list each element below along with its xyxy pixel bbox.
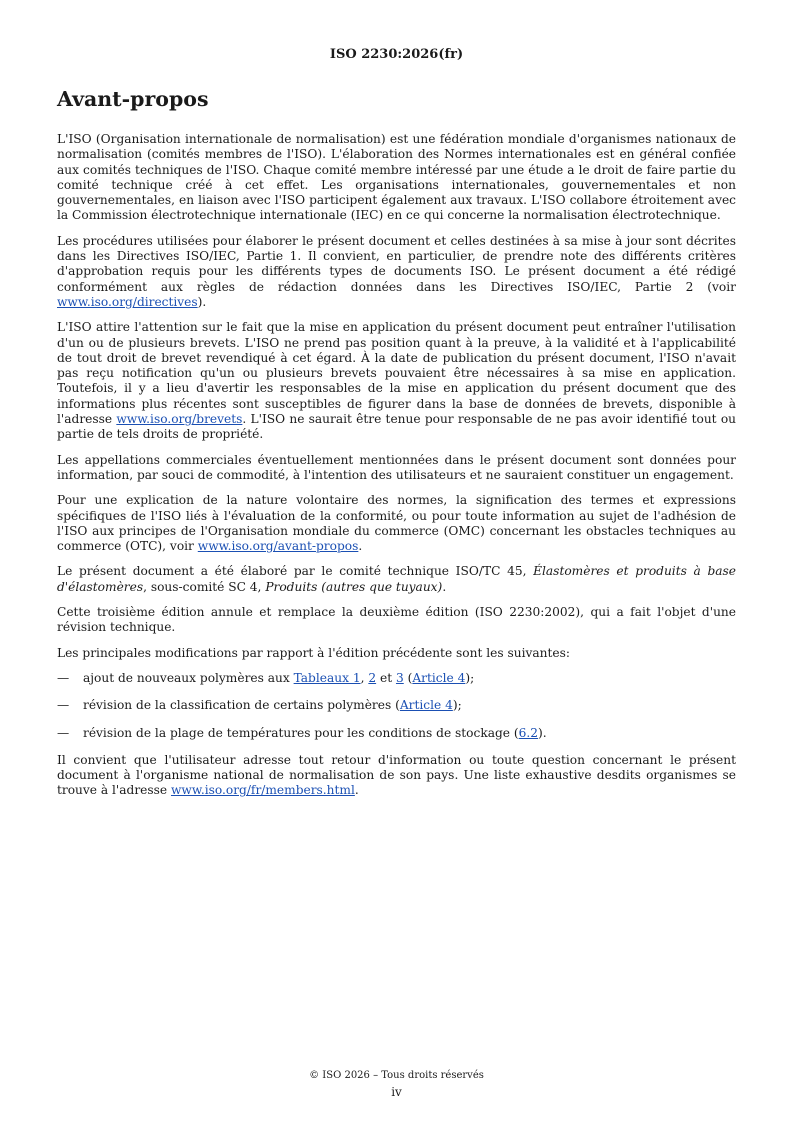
list-text: ajout de nouveaux polymères aux — [83, 670, 294, 685]
list-text: ); — [465, 670, 475, 685]
paragraph-text: , sous-comité SC 4, — [143, 579, 266, 594]
paragraph-text: Pour une explication de la nature volontaire des normes, la signification des termes et expressions spécifiques de l'ISO liés à l'évaluation de la conformité, ou pour toute information au sujet de l'adhésion de l'ISO aux principes de l'Organisation mondiale du commerce (OMC) concernant les obstacles techniques au commerce (OTC), voir — [57, 493, 736, 554]
paragraph-text: Les procédures utilisées pour élaborer le présent document et celles destinées à sa mise à jour sont décrites dans les Directives ISO/IEC, Partie 1. Il convient, en particulier, de prendre note des différents critères d'approbation requis pour les différents types de documents ISO. Le présent document a été rédigé conformément aux règles de rédaction données dans les Directives ISO/IEC, Partie 2 (voir — [57, 233, 736, 294]
paragraph-patents — [57, 320, 736, 442]
link-article-4[interactable]: Article 4 — [399, 698, 453, 713]
document-id-header: ISO 2230:2026(fr) — [329, 47, 464, 62]
list-item-text — [83, 726, 547, 741]
paragraph-voluntary-nature — [57, 493, 736, 554]
list-dash: — — [57, 670, 70, 685]
paragraph-text: . — [442, 579, 447, 594]
subcommittee-title: Produits (autres que tuyaux) — [265, 579, 443, 594]
list-text: ); — [452, 698, 462, 713]
link-directives[interactable]: www.iso.org/directives — [57, 294, 198, 309]
paragraph-text: . — [358, 539, 363, 554]
list-text: et — [376, 670, 396, 685]
paragraph-trade-names: Les appellations commerciales éventuellement mentionnées dans le présent document sont données pour information, par souci de commodité, à l'intention des utilisateurs et ne sauraient constituer un engagement. — [57, 452, 736, 482]
paragraph-text: . — [354, 783, 359, 798]
paragraph-iso-intro: L'ISO (Organisation internationale de normalisation) est une fédération mondiale d'organismes nationaux de normalisation (comités membres de l'ISO). L'élaboration des Normes internationales est en général confiée aux comités techniques de l'ISO. Chaque comité membre intéressé par une étude a le droit de faire partie du comité technique créé à cet effet. Les organisations internationales, gouvernementales et non gouvernementales, en liaison avec l'ISO participent également aux travaux. L'ISO collabore étroitement avec la Commission électrotechnique internationale (IEC) en ce qui concerne la normalisation électrotechnique. — [57, 132, 736, 223]
link-avant-propos[interactable]: www.iso.org/avant-propos — [197, 539, 359, 554]
list-item-text — [83, 671, 474, 686]
paragraph-text: Il convient que l'utilisateur adresse tout retour d'information ou toute question concernant le présent document à l'organisme national de normalisation de son pays. Une liste exhaustive desdits organismes se trouve à l'adresse — [57, 752, 736, 798]
link-tableau-2[interactable]: 2 — [368, 670, 377, 685]
link-tableau-3[interactable]: 3 — [395, 670, 404, 685]
paragraph-committee — [57, 564, 736, 595]
copyright-footer: © ISO 2026 – Tous droits réservés — [309, 1070, 484, 1081]
paragraph-text: . L'ISO ne saurait être tenue pour responsable de ne pas avoir identifié tout ou partie de tels droits de propriété. — [57, 412, 737, 442]
paragraph-edition: Cette troisième édition annule et remplace la deuxième édition (ISO 2230:2002), qui a fait l'objet d'une révision technique. — [57, 605, 736, 635]
link-section-6-2[interactable]: 6.2 — [518, 725, 539, 740]
paragraph-procedures — [57, 234, 736, 310]
list-text: , — [360, 670, 369, 685]
list-item — [57, 671, 736, 686]
link-tableau-1[interactable]: Tableaux 1 — [293, 670, 361, 685]
committee-title: Élastomères et produits à base d'élastomères — [57, 564, 737, 594]
paragraph-text: L'ISO attire l'attention sur le fait que la mise en application du présent document peut entraîner l'utilisation d'un ou de plusieurs brevets. L'ISO ne prend pas position quant à la preuve, à la validité et à l'applicabilité de tout droit de brevet revendiqué à cet égard. À la date de publication du présent document, l'ISO n'avait pas reçu notification qu'un ou plusieurs brevets pouvaient être nécessaires à sa mise en application. Toutefois, il y a lieu d'avertir les responsables de la mise en application du présent document que des informations plus récentes sont susceptibles de figurer dans la base de données de brevets, disponible à l'adresse — [57, 320, 736, 427]
list-dash: — — [57, 698, 70, 713]
list-dash: — — [57, 725, 70, 740]
link-brevets[interactable]: www.iso.org/brevets — [116, 412, 243, 427]
list-text: révision de la plage de températures pour les conditions de stockage ( — [83, 725, 519, 740]
paragraph-changes-intro: Les principales modifications par rapport à l'édition précédente sont les suivantes: — [57, 645, 570, 660]
list-item — [57, 698, 736, 713]
list-text: révision de la classification de certains polymères ( — [83, 698, 400, 713]
link-article-4[interactable]: Article 4 — [412, 670, 466, 685]
page-number: iv — [391, 1085, 402, 1099]
link-members[interactable]: www.iso.org/fr/members.html — [170, 783, 355, 798]
list-item — [57, 726, 736, 741]
list-text: ( — [403, 670, 413, 685]
list-item-text — [83, 698, 462, 713]
list-text: ). — [538, 725, 547, 740]
section-title: Avant-propos — [57, 87, 209, 111]
paragraph-feedback — [57, 753, 736, 799]
document-body — [57, 86, 736, 809]
paragraph-text: Le présent document a été élaboré par le comité technique ISO/TC 45, — [57, 564, 534, 579]
paragraph-text: ). — [197, 294, 207, 309]
